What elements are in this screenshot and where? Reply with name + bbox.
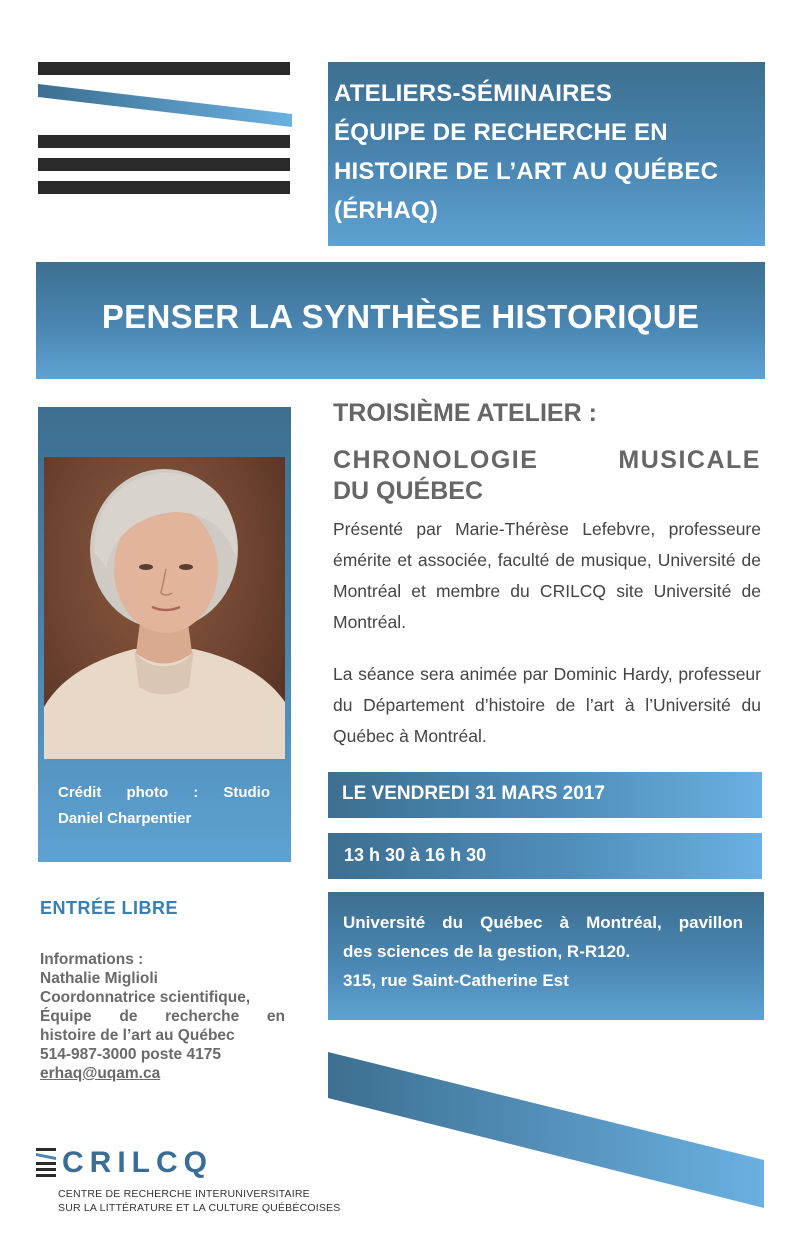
event-date: LE VENDREDI 31 MARS 2017 (342, 783, 605, 804)
presenter-paragraph: Présenté par Marie-Thérèse Lefebvre, professeure émérite et associée, faculté de musique, Université de Montréal et membre du CRILCQ site Université de Montréal. (333, 519, 761, 632)
venue-line: 315, rue Saint-Catherine Est (343, 971, 569, 990)
atelier-subtitle-line: DU QUÉBEC (333, 477, 484, 505)
stripe (38, 181, 290, 194)
contact-role: Coordonnatrice scientifique, (40, 989, 251, 1006)
time-bar (328, 833, 762, 879)
portrait-illustration (44, 457, 285, 759)
info-heading: Informations : (40, 951, 144, 968)
stripe (38, 135, 290, 148)
banner (36, 262, 765, 379)
contact-name: Nathalie Miglioli (40, 970, 158, 987)
series-header-text (334, 74, 759, 230)
crilcq-fullname-line: CENTRE DE RECHERCHE INTERUNIVERSITAIRE (58, 1188, 310, 1200)
crilcq-logo (36, 1146, 213, 1189)
portrait-photo (44, 457, 285, 759)
header-line: HISTOIRE DE L’ART AU QUÉBEC (334, 158, 719, 185)
stripe (38, 158, 290, 171)
photo-credit-line: Crédit photo : Studio (58, 784, 270, 801)
header-line: ÉQUIPE DE RECHERCHE EN (334, 119, 668, 146)
crilcq-mark-icon (36, 1148, 60, 1184)
banner-title: PENSER LA SYNTHÈSE HISTORIQUE (101, 298, 700, 335)
diagonal-decoration (326, 1048, 766, 1210)
crilcq-wordmark: CRILCQ (62, 1146, 213, 1179)
atelier-subtitle-line: CHRONOLOGIE MUSICALE (333, 446, 761, 474)
contact-org: histoire de l’art au Québec (40, 1027, 235, 1044)
event-time: 13 h 30 à 16 h 30 (344, 845, 487, 865)
venue-box (328, 892, 764, 1020)
venue-line: des sciences de la gestion, R-R120. (343, 942, 631, 961)
photo-credit-line: Daniel Charpentier (58, 810, 192, 827)
venue-text (343, 908, 743, 995)
contact-org: Équipe de recherche en (40, 1008, 285, 1025)
contact-email-link[interactable]: erhaq@uqam.ca (40, 1065, 161, 1082)
header-line: (ÉRHAQ) (334, 197, 439, 224)
moderator-paragraph: La séance sera animée par Dominic Hardy, professeur du Département d’histoire de l’art à l’Université du Québec à Montréal. (333, 664, 761, 746)
series-header (328, 62, 765, 246)
atelier-title: TROISIÈME ATELIER : (333, 399, 597, 427)
photo-panel (38, 407, 291, 862)
diagonal-stripe (36, 80, 294, 130)
atelier-subtitle (333, 445, 761, 507)
date-bar (328, 772, 762, 818)
venue-line: Université du Québec à Montréal, pavillon (343, 913, 743, 932)
contact-phone: 514-987-3000 poste 4175 (40, 1046, 221, 1063)
entry-label: ENTRÉE LIBRE (40, 898, 179, 918)
stripe (38, 62, 290, 75)
crilcq-fullname-line: SUR LA LITTÉRATURE ET LA CULTURE QUÉBÉCOISES (58, 1202, 341, 1214)
crilcq-fullname (58, 1187, 340, 1215)
contact-info (40, 950, 285, 1083)
header-line: ATELIERS-SÉMINAIRES (334, 80, 613, 107)
photo-credit (58, 780, 270, 832)
